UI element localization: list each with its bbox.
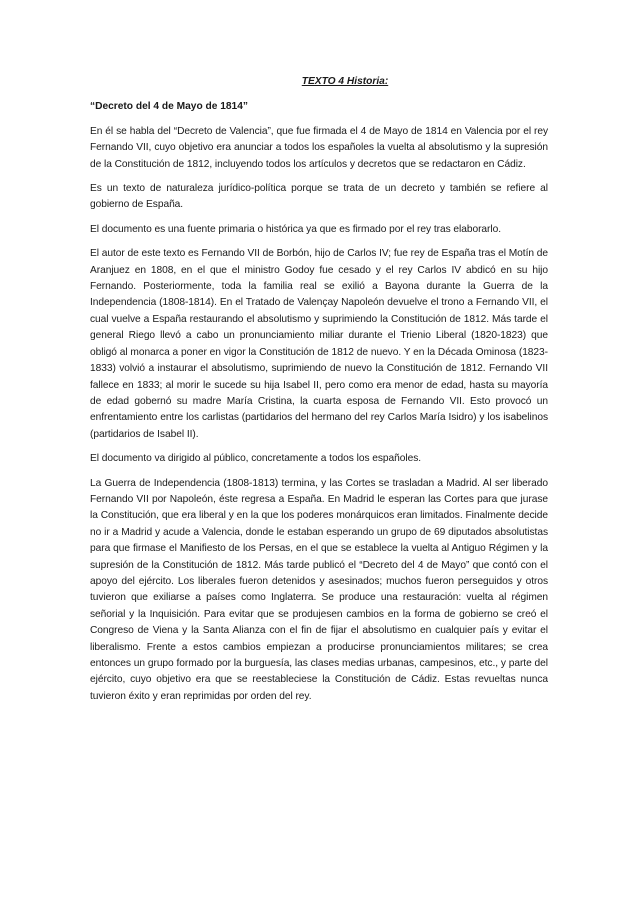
document-title: TEXTO 4 Historia: (301, 76, 389, 87)
document-body (90, 74, 548, 713)
paragraph-fuente: El documento es una fuente primaria o histórica ya que es firmado por el rey tras elaborarlo. (90, 223, 501, 235)
paragraph-naturaleza: Es un texto de naturaleza jurídico-política porque se trata de un decreto y también se refiere al gobierno de España. (90, 183, 548, 211)
paragraph-autor: El autor de este texto es Fernando VII de Borbón, hijo de Carlos IV; fue rey de España tras el Motín de Aranjuez en 1808, en el que el ministro Godoy fue cesado y el rey Carlos IV abdicó en su hijo Fernando. Posteriormente, toda la familia real se exilió a Bayona durante la Guerra de la Independencia (1808-1814). En el Tratado de Valençay Napoleón devuelve el trono a Fernando VII, el cual vuelve a España restaurando el absolutismo y suprimiendo la Constitución de 1812. Más tarde el general Riego llevó a cabo un pronunciamiento miliar durante el Trienio Liberal (1820-1823) que obligó al monarca a poner en vigor la Constitución de 1812 de nuevo. Y en la Década Ominosa (1823-1833) volvió a instaurar el absolutismo, suprimiendo de nuevo la Constitución de 1812. Fernando VII fallece en 1833; al morir le sucede su hija Isabel II, pero como era menor de edad, hasta su mayoría de edad gobernó su madre María Cristina, la cuarta esposa de Fernando VII. Esto provocó un enfrentamiento entre los carlistas (partidarios del hermano del rey Carlos María Isidro) y los isabelinos (partidarios de Isabel II). (90, 248, 548, 440)
paragraph-destinatario: El documento va dirigido al público, concretamente a todos los españoles. (90, 453, 422, 465)
paragraph-decreto: En él se habla del “Decreto de Valencia”, que fue firmada el 4 de Mayo de 1814 en Valencia por el rey Fernando VII, cuyo objetivo era anunciar a todos los españoles la vuelta al absolutismo y la supresión de la Constitución de 1812, incluyendo todos los artículos y decretos que se redactaron en Cádiz. (90, 125, 548, 170)
paragraph-contexto: La Guerra de Independencia (1808-1813) termina, y las Cortes se trasladan a Madrid. Al ser liberado Fernando VII por Napoleón, éste regresa a España. En Madrid le esperan las Cortes para que jurase la Constitución, que era liberal y en la que los poderes monárquicos eran limitados. Finalmente decide no ir a Madrid y acude a Valencia, donde le estaban esperando un grupo de 69 diputados absolutistas para que firmase el Manifiesto de los Persas, en el que se establece la vuelta al Antiguo Régimen y la supresión de la Constitución de 1812. Más tarde publicó el “Decreto del 4 de Mayo” que contó con el apoyo del ejército. Los liberales fueron detenidos y asesinados; muchos fueron perseguidos y otros tuvieron que exiliarse a países como Inglaterra. Se produce una restauración: vuelta al régimen señorial y la Inquisición. Para evitar que se produjesen cambios en la forma de gobierno se creó el Congreso de Viena y la Santa Alianza con el fin de fijar el absolutismo en cualquier país y evitar el liberalismo. Frente a estos cambios empiezan a producirse pronunciamientos militares; se crea entonces un grupo formado por la burguesía, las clases medias urbanas, campesinos, etc., y parte del ejército, cuyo objetivo era que se reestableciese la Constitución de Cádiz. Estas revueltas nunca tuvieron éxito y eran reprimidas por orden del rey. (90, 477, 548, 702)
document-subtitle: “Decreto del 4 de Mayo de 1814” (90, 101, 248, 113)
